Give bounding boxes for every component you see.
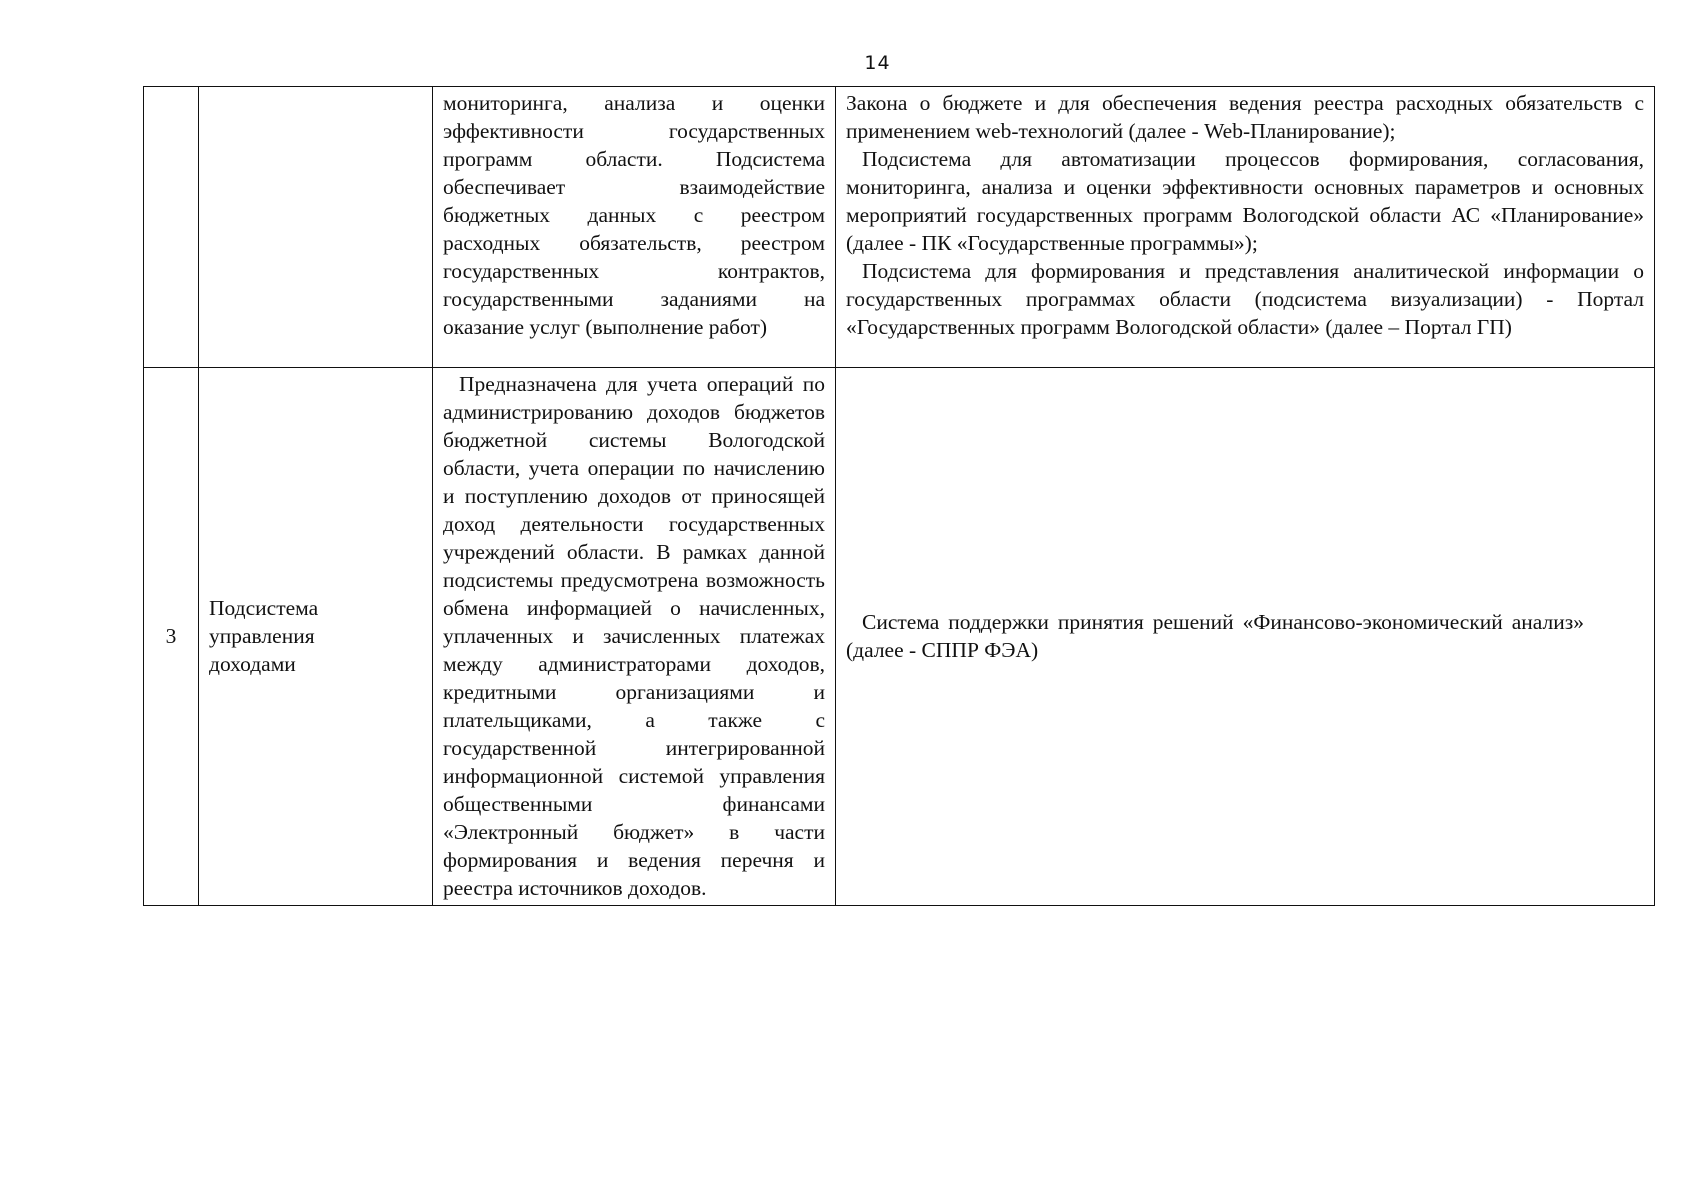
components-cell xyxy=(836,368,1655,906)
row-number-cell xyxy=(144,87,199,368)
page-number: 14 xyxy=(864,52,891,74)
description-cell xyxy=(433,368,836,906)
description-cell xyxy=(433,87,836,368)
row-number-cell xyxy=(144,368,199,906)
table-row xyxy=(144,87,1655,368)
subsystem-name-cell xyxy=(199,368,433,906)
description-text: мониторинга, анализа и оценки эффективности государственных программ области. Подсистема обеспечивает взаимодействие бюджетных данных с реестром расходных обязательств, реестром государственных контрактов, государственными заданиями на оказание услуг (выполнение работ) xyxy=(443,91,825,339)
component-text: Подсистема для автоматизации процессов формирования, согласования, мониторинга, анализа и оценки эффективности основных параметров и основных мероприятий государственных программ Вологодской области АС «Планирование» (далее - ПК «Государственные программы»); xyxy=(846,147,1644,255)
table-row xyxy=(144,368,1655,906)
row-number: 3 xyxy=(165,624,177,648)
subsystems-table xyxy=(143,86,1655,906)
subsystem-name-cell xyxy=(199,87,433,368)
component-text: Система поддержки принятия решений «Финансово-экономический анализ» (далее - СППР ФЭА) xyxy=(846,610,1584,662)
component-text: Подсистема для формирования и представления аналитической информации о государственных программах области (подсистема визуализации) - Портал «Государственных программ Вологодской области» (далее – Портал ГП) xyxy=(846,259,1644,339)
component-text: Закона о бюджете и для обеспечения ведения реестра расходных обязательств с применением web-технологий (далее - Web-Планирование); xyxy=(846,91,1644,143)
subsystem-name: Подсистема управления доходами xyxy=(209,596,319,676)
components-cell xyxy=(836,87,1655,368)
description-text: Предназначена для учета операций по администрированию доходов бюджетов бюджетной системы Вологодской области, учета операции по начислению и поступлению доходов от приносящей доход деятельности государственных учреждений области. В рамках данной подсистемы предусмотрена возможность обмена информацией о начисленных, уплаченных и зачисленных платежах между администраторами доходов, кредитными организациями и плательщиками, а также с государственной интегрированной информационной системой управления общественными финансами «Электронный бюджет» в части формирования и ведения перечня и реестра источников доходов. xyxy=(443,372,825,900)
